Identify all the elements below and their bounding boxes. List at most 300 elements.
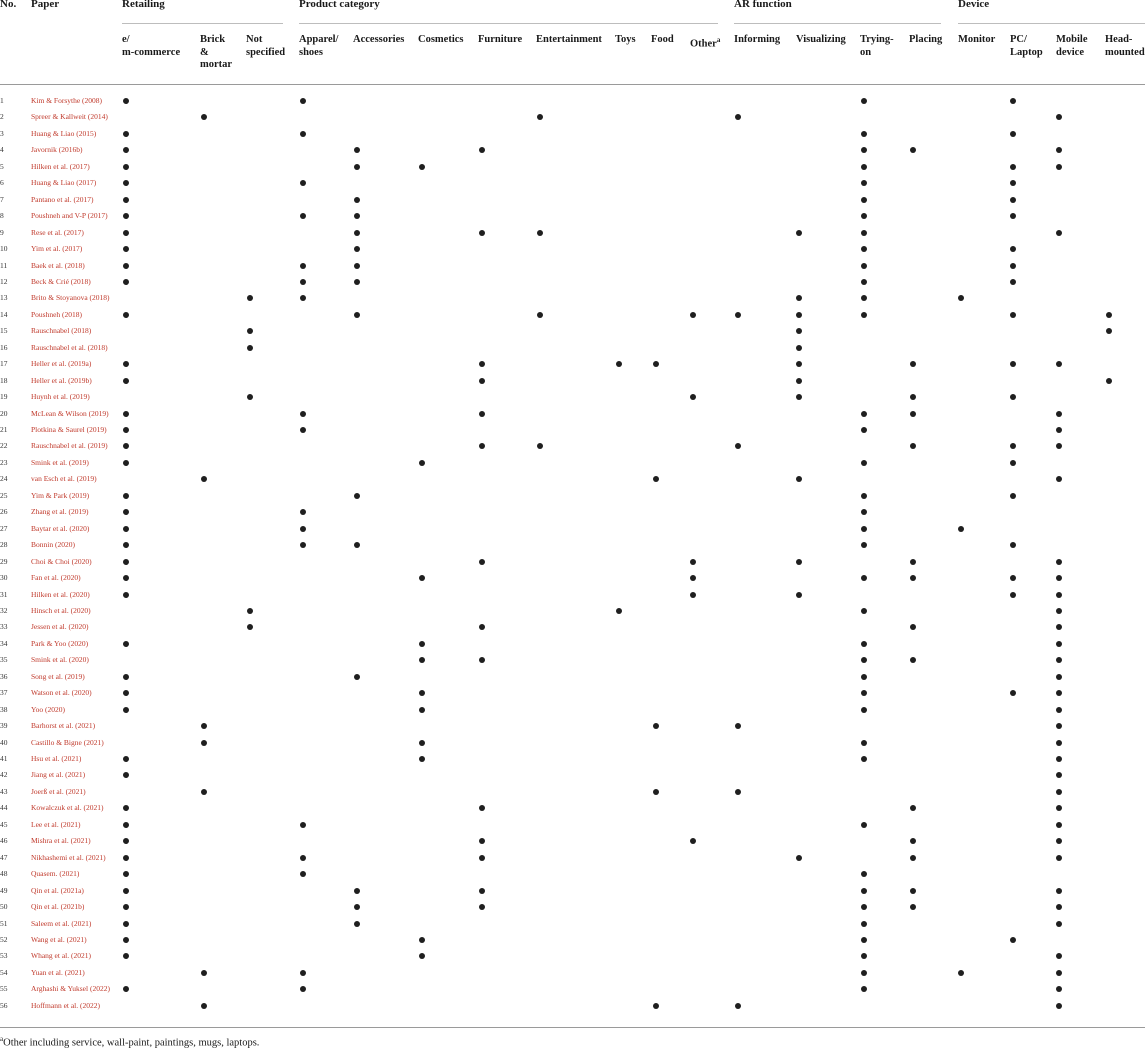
paper-citation-link[interactable]: Choi & Choi (2020) bbox=[31, 556, 92, 566]
bullet-mark-pc-laptop bbox=[1010, 394, 1016, 400]
bullet-mark-e-m-commerce bbox=[123, 805, 129, 811]
bullet-mark-e-m-commerce bbox=[123, 641, 129, 647]
bullet-mark-mobile-device bbox=[1056, 970, 1062, 976]
bullet-mark-trying-on bbox=[861, 674, 867, 680]
row-number: 56 bbox=[0, 1000, 8, 1010]
column-header-line: Toys bbox=[615, 34, 636, 45]
bullet-mark-furniture bbox=[479, 147, 485, 153]
bullet-mark-placing bbox=[910, 559, 916, 565]
row-number: 14 bbox=[0, 309, 8, 319]
bullet-mark-trying-on bbox=[861, 246, 867, 252]
row-number: 38 bbox=[0, 704, 8, 714]
bullet-mark-e-m-commerce bbox=[123, 493, 129, 499]
rule-ar-function bbox=[734, 23, 941, 24]
bullet-mark-accessories bbox=[354, 888, 360, 894]
paper-citation-link[interactable]: Bonnin (2020) bbox=[31, 540, 75, 550]
bullet-mark-trying-on bbox=[861, 904, 867, 910]
bullet-mark-e-m-commerce bbox=[123, 164, 129, 170]
paper-citation-link[interactable]: Nikhashemi et al. (2021) bbox=[31, 852, 106, 862]
row-number: 4 bbox=[0, 145, 4, 155]
bullet-mark-pc-laptop bbox=[1010, 361, 1016, 367]
bullet-mark-mobile-device bbox=[1056, 427, 1062, 433]
bullet-mark-furniture bbox=[479, 838, 485, 844]
paper-citation-link[interactable]: Fan et al. (2020) bbox=[31, 573, 81, 583]
column-header-line bbox=[690, 34, 720, 51]
bullet-mark-food bbox=[653, 723, 659, 729]
bullet-mark-trying-on bbox=[861, 871, 867, 877]
bullet-mark-e-m-commerce bbox=[123, 921, 129, 927]
bullet-mark-trying-on bbox=[861, 131, 867, 137]
bullet-mark-mobile-device bbox=[1056, 230, 1062, 236]
bullet-mark-trying-on bbox=[861, 707, 867, 713]
bullet-mark-e-m-commerce bbox=[123, 559, 129, 565]
bullet-mark-apparel-shoes bbox=[300, 295, 306, 301]
bullet-mark-mobile-device bbox=[1056, 575, 1062, 581]
bullet-mark-e-m-commerce bbox=[123, 460, 129, 466]
paper-citation-link[interactable]: Saleem et al. (2021) bbox=[31, 918, 92, 928]
paper-citation-link[interactable]: Watson et al. (2020) bbox=[31, 688, 92, 698]
bullet-mark-trying-on bbox=[861, 197, 867, 203]
paper-citation-link[interactable]: Yim & Park (2019) bbox=[31, 490, 90, 500]
bullet-mark-brick-and-mortar bbox=[201, 740, 207, 746]
row-number: 7 bbox=[0, 194, 4, 204]
row-number: 21 bbox=[0, 425, 8, 434]
column-header-line: Visualizing bbox=[796, 34, 846, 45]
bullet-mark-e-m-commerce bbox=[123, 147, 129, 153]
bullet-mark-cosmetics bbox=[419, 937, 425, 943]
bullet-mark-mobile-device bbox=[1056, 147, 1062, 153]
bullet-mark-placing bbox=[910, 411, 916, 417]
paper-citation-link[interactable]: Pantano et al. (2017) bbox=[31, 194, 94, 204]
column-header-informing bbox=[734, 34, 780, 47]
bullet-mark-mobile-device bbox=[1056, 559, 1062, 565]
bullet-mark-cosmetics bbox=[419, 756, 425, 762]
bullet-mark-accessories bbox=[354, 213, 360, 219]
bullet-mark-visualizing bbox=[796, 345, 802, 351]
bullet-mark-apparel-shoes bbox=[300, 98, 306, 104]
bullet-mark-pc-laptop bbox=[1010, 493, 1016, 499]
bullet-mark-accessories bbox=[354, 197, 360, 203]
paper-citation-link[interactable]: Poushneh (2018) bbox=[31, 309, 83, 319]
paper-citation-link[interactable]: Plotkina & Saurel (2019) bbox=[31, 425, 107, 434]
bullet-mark-placing bbox=[910, 838, 916, 844]
bullet-mark-cosmetics bbox=[419, 164, 425, 170]
bullet-mark-other bbox=[690, 575, 696, 581]
bullet-mark-apparel-shoes bbox=[300, 427, 306, 433]
row-number: 52 bbox=[0, 934, 8, 944]
paper-citation-link[interactable]: Baek et al. (2018) bbox=[31, 260, 85, 270]
column-header-head-mounted bbox=[1105, 34, 1145, 59]
paper-citation-link[interactable]: van Esch et al. (2019) bbox=[31, 474, 97, 484]
paper-citation-link[interactable]: Brito & Stoyanova (2018) bbox=[31, 293, 110, 303]
bullet-mark-head-mounted bbox=[1106, 328, 1112, 334]
row-number: 20 bbox=[0, 408, 8, 418]
bullet-mark-trying-on bbox=[861, 822, 867, 828]
bullet-mark-furniture bbox=[479, 904, 485, 910]
bullet-mark-head-mounted bbox=[1106, 378, 1112, 384]
bullet-mark-informing bbox=[735, 723, 741, 729]
bullet-mark-visualizing bbox=[796, 378, 802, 384]
bullet-mark-food bbox=[653, 476, 659, 482]
bullet-mark-e-m-commerce bbox=[123, 756, 129, 762]
bullet-mark-trying-on bbox=[861, 493, 867, 499]
paper-citation-link[interactable]: Jessen et al. (2020) bbox=[31, 622, 89, 632]
bullet-mark-e-m-commerce bbox=[123, 888, 129, 894]
bullet-mark-e-m-commerce bbox=[123, 526, 129, 532]
row-number: 25 bbox=[0, 490, 8, 500]
bullet-mark-mobile-device bbox=[1056, 361, 1062, 367]
paper-citation-link[interactable]: Song et al. (2019) bbox=[31, 671, 85, 681]
row-number: 22 bbox=[0, 441, 8, 451]
bullet-mark-mobile-device bbox=[1056, 723, 1062, 729]
row-number: 37 bbox=[0, 688, 8, 698]
column-header-line: on bbox=[860, 46, 872, 58]
bullet-mark-trying-on bbox=[861, 888, 867, 894]
bullet-mark-pc-laptop bbox=[1010, 246, 1016, 252]
bullet-mark-pc-laptop bbox=[1010, 131, 1016, 137]
paper-citation-link[interactable]: Heller et al. (2019a) bbox=[31, 359, 92, 369]
bullet-mark-trying-on bbox=[861, 230, 867, 236]
column-header-line: Mobile bbox=[1056, 34, 1088, 45]
bullet-mark-e-m-commerce bbox=[123, 953, 129, 959]
column-header-line: mortar bbox=[200, 59, 233, 70]
paper-citation-link[interactable]: Arghashi & Yuksel (2022) bbox=[31, 984, 110, 994]
row-number: 34 bbox=[0, 638, 8, 648]
bullet-mark-mobile-device bbox=[1056, 855, 1062, 861]
paper-citation-link[interactable]: Wang et al. (2021) bbox=[31, 934, 87, 944]
bullet-mark-mobile-device bbox=[1056, 592, 1062, 598]
row-number: 49 bbox=[0, 885, 8, 895]
paper-citation-link[interactable]: Javornik (2016b) bbox=[31, 145, 83, 155]
bullet-mark-e-m-commerce bbox=[123, 542, 129, 548]
row-number: 33 bbox=[0, 622, 8, 632]
column-header-line: PC/ bbox=[1010, 34, 1027, 45]
bullet-mark-trying-on bbox=[861, 970, 867, 976]
paper-citation-link[interactable]: Joerß et al. (2021) bbox=[31, 786, 86, 796]
bullet-mark-brick-and-mortar bbox=[201, 114, 207, 120]
bullet-mark-placing bbox=[910, 575, 916, 581]
bullet-mark-cosmetics bbox=[419, 953, 425, 959]
column-header-toys bbox=[615, 34, 636, 47]
bullet-mark-visualizing bbox=[796, 592, 802, 598]
bullet-mark-other bbox=[690, 838, 696, 844]
bullet-mark-apparel-shoes bbox=[300, 213, 306, 219]
bullet-mark-trying-on bbox=[861, 263, 867, 269]
row-number: 36 bbox=[0, 671, 8, 681]
bullet-mark-e-m-commerce bbox=[123, 279, 129, 285]
bullet-mark-brick-and-mortar bbox=[201, 723, 207, 729]
rule-device bbox=[958, 23, 1145, 24]
bullet-mark-mobile-device bbox=[1056, 888, 1062, 894]
bullet-mark-apparel-shoes bbox=[300, 822, 306, 828]
bullet-mark-furniture bbox=[479, 559, 485, 565]
row-number: 46 bbox=[0, 836, 8, 846]
row-number: 31 bbox=[0, 589, 8, 599]
paper-citation-link[interactable]: Quasem. (2021) bbox=[31, 869, 80, 879]
bullet-mark-trying-on bbox=[861, 937, 867, 943]
bullet-mark-pc-laptop bbox=[1010, 279, 1016, 285]
paper-citation-link[interactable]: Rauschnabel et al. (2019) bbox=[31, 441, 108, 451]
column-header-visualizing bbox=[796, 34, 846, 47]
bullet-mark-mobile-device bbox=[1056, 690, 1062, 696]
bullet-mark-apparel-shoes bbox=[300, 131, 306, 137]
bullet-mark-mobile-device bbox=[1056, 164, 1062, 170]
row-number: 39 bbox=[0, 721, 8, 731]
row-number: 27 bbox=[0, 523, 8, 533]
paper-citation-link[interactable]: McLean & Wilson (2019) bbox=[31, 408, 109, 418]
bullet-mark-placing bbox=[910, 394, 916, 400]
column-header-line: Head- bbox=[1105, 34, 1133, 45]
bullet-mark-e-m-commerce bbox=[123, 411, 129, 417]
bullet-mark-accessories bbox=[354, 312, 360, 318]
paper-citation-link[interactable]: Smink et al. (2019) bbox=[31, 457, 89, 467]
group-ar-function: AR function bbox=[734, 0, 792, 10]
row-number: 48 bbox=[0, 869, 8, 879]
bullet-mark-mobile-device bbox=[1056, 904, 1062, 910]
column-header-line: Brick bbox=[200, 34, 226, 45]
footnote bbox=[0, 1035, 259, 1049]
group-retailing: Retailing bbox=[122, 0, 165, 10]
paper-citation-link[interactable]: Lee et al. (2021) bbox=[31, 819, 81, 829]
row-number: 16 bbox=[0, 342, 8, 352]
bullet-mark-pc-laptop bbox=[1010, 98, 1016, 104]
paper-citation-link[interactable]: Hoffmann et al. (2022) bbox=[31, 1000, 101, 1010]
row-number: 24 bbox=[0, 474, 8, 484]
paper-citation-link[interactable]: Yuan et al. (2021) bbox=[31, 967, 85, 977]
bullet-mark-accessories bbox=[354, 147, 360, 153]
bullet-mark-trying-on bbox=[861, 657, 867, 663]
bullet-mark-placing bbox=[910, 805, 916, 811]
bullet-mark-pc-laptop bbox=[1010, 592, 1016, 598]
bullet-mark-head-mounted bbox=[1106, 312, 1112, 318]
bullet-mark-e-m-commerce bbox=[123, 263, 129, 269]
column-header-line: shoes bbox=[299, 46, 323, 58]
column-header-brick-and-mortar bbox=[200, 34, 232, 72]
column-header-line: Furniture bbox=[478, 34, 523, 45]
paper-citation-link[interactable]: Qin et al. (2021b) bbox=[31, 902, 85, 912]
paper-citation-link[interactable]: Castillo & Bigne (2021) bbox=[31, 737, 104, 747]
bullet-mark-trying-on bbox=[861, 509, 867, 515]
row-number: 35 bbox=[0, 655, 8, 665]
column-header-entertainment bbox=[536, 34, 602, 47]
bullet-mark-accessories bbox=[354, 493, 360, 499]
bullet-mark-apparel-shoes bbox=[300, 263, 306, 269]
bullet-mark-monitor bbox=[958, 295, 964, 301]
bullet-mark-trying-on bbox=[861, 641, 867, 647]
bullet-mark-entertainment bbox=[537, 230, 543, 236]
bullet-mark-mobile-device bbox=[1056, 838, 1062, 844]
paper-citation-link[interactable]: Kim & Forsythe (2008) bbox=[31, 96, 103, 105]
bullet-mark-trying-on bbox=[861, 608, 867, 614]
column-header-line: specified bbox=[246, 46, 286, 58]
bullet-mark-pc-laptop bbox=[1010, 542, 1016, 548]
bullet-mark-pc-laptop bbox=[1010, 312, 1016, 318]
bullet-mark-apparel-shoes bbox=[300, 970, 306, 976]
bullet-mark-apparel-shoes bbox=[300, 871, 306, 877]
bullet-mark-cosmetics bbox=[419, 740, 425, 746]
bullet-mark-furniture bbox=[479, 624, 485, 630]
bullet-mark-pc-laptop bbox=[1010, 164, 1016, 170]
footnote-marker: a bbox=[0, 1035, 4, 1043]
bullet-mark-trying-on bbox=[861, 279, 867, 285]
paper-citation-link[interactable]: Rese et al. (2017) bbox=[31, 227, 84, 237]
bullet-mark-pc-laptop bbox=[1010, 443, 1016, 449]
bullet-mark-placing bbox=[910, 624, 916, 630]
bullet-mark-e-m-commerce bbox=[123, 772, 129, 778]
bullet-mark-furniture bbox=[479, 657, 485, 663]
bullet-mark-cosmetics bbox=[419, 657, 425, 663]
paper-citation-link[interactable]: Whang et al. (2021) bbox=[31, 951, 91, 961]
footnote-text: Other including service, wall-paint, paintings, mugs, laptops. bbox=[3, 1037, 260, 1049]
bullet-mark-other bbox=[690, 394, 696, 400]
paper-citation-link[interactable]: Hsu et al. (2021) bbox=[31, 754, 82, 763]
bullet-mark-placing bbox=[910, 855, 916, 861]
bullet-mark-cosmetics bbox=[419, 707, 425, 713]
row-number: 53 bbox=[0, 951, 8, 961]
row-number: 15 bbox=[0, 326, 8, 336]
row-number: 10 bbox=[0, 244, 8, 254]
bullet-mark-trying-on bbox=[861, 411, 867, 417]
row-number: 19 bbox=[0, 392, 8, 402]
header-paper: Paper bbox=[31, 0, 60, 10]
row-number: 50 bbox=[0, 902, 8, 912]
bullet-mark-placing bbox=[910, 443, 916, 449]
bullet-mark-accessories bbox=[354, 542, 360, 548]
bullet-mark-furniture bbox=[479, 805, 485, 811]
bullet-mark-trying-on bbox=[861, 312, 867, 318]
bullet-mark-toys bbox=[616, 361, 622, 367]
paper-citation-link[interactable]: Huang & Liao (2017) bbox=[31, 178, 97, 188]
paper-citation-link[interactable]: Mishra et al. (2021) bbox=[31, 836, 91, 846]
bullet-mark-brick-and-mortar bbox=[201, 789, 207, 795]
bullet-mark-pc-laptop bbox=[1010, 690, 1016, 696]
paper-citation-link[interactable]: Heller et al. (2019b) bbox=[31, 375, 92, 385]
row-number: 28 bbox=[0, 540, 8, 550]
paper-citation-link[interactable]: Zhang et al. (2019) bbox=[31, 507, 89, 517]
row-number: 54 bbox=[0, 967, 8, 977]
bullet-mark-placing bbox=[910, 147, 916, 153]
bullet-mark-trying-on bbox=[861, 921, 867, 927]
bullet-mark-mobile-device bbox=[1056, 921, 1062, 927]
row-number: 23 bbox=[0, 457, 8, 467]
bullet-mark-toys bbox=[616, 608, 622, 614]
bullet-mark-placing bbox=[910, 657, 916, 663]
bullet-mark-trying-on bbox=[861, 756, 867, 762]
paper-citation-link[interactable]: Park & Yoo (2020) bbox=[31, 638, 89, 648]
bullet-mark-e-m-commerce bbox=[123, 575, 129, 581]
bullet-mark-furniture bbox=[479, 443, 485, 449]
bullet-mark-not-specified bbox=[247, 345, 253, 351]
rule-retailing bbox=[122, 23, 283, 24]
column-header-apparel-shoes bbox=[299, 34, 338, 59]
column-header-line: Cosmetics bbox=[418, 34, 464, 45]
paper-citation-link[interactable]: Smink et al. (2020) bbox=[31, 655, 89, 665]
bullet-mark-food bbox=[653, 789, 659, 795]
bullet-mark-mobile-device bbox=[1056, 822, 1062, 828]
bullet-mark-monitor bbox=[958, 526, 964, 532]
bullet-mark-apparel-shoes bbox=[300, 986, 306, 992]
bullet-mark-accessories bbox=[354, 674, 360, 680]
bullet-mark-visualizing bbox=[796, 230, 802, 236]
column-header-line: Food bbox=[651, 34, 674, 45]
bullet-mark-trying-on bbox=[861, 427, 867, 433]
bullet-mark-entertainment bbox=[537, 114, 543, 120]
bullet-mark-informing bbox=[735, 789, 741, 795]
paper-citation-link[interactable]: Rauschnabel et al. (2018) bbox=[31, 342, 108, 352]
bullet-mark-brick-and-mortar bbox=[201, 476, 207, 482]
paper-citation-link[interactable]: Baytar et al. (2020) bbox=[31, 523, 90, 533]
row-number: 2 bbox=[0, 112, 4, 122]
paper-citation-link[interactable]: Yoo (2020) bbox=[31, 704, 66, 714]
bullet-mark-e-m-commerce bbox=[123, 312, 129, 318]
bullet-mark-furniture bbox=[479, 411, 485, 417]
column-header-line: e/ bbox=[122, 34, 130, 45]
bullet-mark-food bbox=[653, 1003, 659, 1009]
bullet-mark-visualizing bbox=[796, 328, 802, 334]
bullet-mark-trying-on bbox=[861, 575, 867, 581]
group-product-category: Product category bbox=[299, 0, 380, 10]
bullet-mark-visualizing bbox=[796, 361, 802, 367]
paper-citation-link[interactable]: Jiang et al. (2021) bbox=[31, 770, 86, 780]
paper-citation-link[interactable]: Poushneh and V-P (2017) bbox=[31, 211, 108, 221]
bullet-mark-apparel-shoes bbox=[300, 526, 306, 532]
paper-citation-link[interactable]: Rauschnabel (2018) bbox=[31, 326, 92, 336]
bullet-mark-pc-laptop bbox=[1010, 575, 1016, 581]
bullet-mark-furniture bbox=[479, 888, 485, 894]
paper-citation-link[interactable]: Spreer & Kallweit (2014) bbox=[31, 112, 108, 122]
bullet-mark-not-specified bbox=[247, 394, 253, 400]
bullet-mark-e-m-commerce bbox=[123, 509, 129, 515]
column-header-line: & bbox=[200, 46, 209, 58]
paper-citation-link[interactable]: Hilken et al. (2020) bbox=[31, 589, 90, 599]
bullet-mark-mobile-device bbox=[1056, 953, 1062, 959]
paper-citation-link[interactable]: Beck & Crié (2018) bbox=[31, 276, 91, 286]
bullet-mark-other bbox=[690, 312, 696, 318]
bullet-mark-e-m-commerce bbox=[123, 443, 129, 449]
paper-citation-link[interactable]: Barhorst et al. (2021) bbox=[31, 721, 96, 731]
paper-citation-link[interactable]: Huang & Liao (2015) bbox=[31, 128, 97, 138]
bullet-mark-informing bbox=[735, 1003, 741, 1009]
bullet-mark-not-specified bbox=[247, 328, 253, 334]
paper-citation-link[interactable]: Hilken et al. (2017) bbox=[31, 161, 90, 171]
row-number: 45 bbox=[0, 819, 8, 829]
column-header-mobile-device bbox=[1056, 34, 1088, 59]
row-number: 55 bbox=[0, 984, 8, 994]
bullet-mark-e-m-commerce bbox=[123, 180, 129, 186]
bullet-mark-pc-laptop bbox=[1010, 197, 1016, 203]
bullet-mark-e-m-commerce bbox=[123, 855, 129, 861]
paper-citation-link[interactable]: Yim et al. (2017) bbox=[31, 244, 83, 254]
bullet-mark-entertainment bbox=[537, 312, 543, 318]
bullet-mark-placing bbox=[910, 361, 916, 367]
bullet-mark-trying-on bbox=[861, 460, 867, 466]
rule-header-bottom bbox=[0, 84, 1145, 85]
bullet-mark-mobile-device bbox=[1056, 740, 1062, 746]
bullet-mark-e-m-commerce bbox=[123, 690, 129, 696]
paper-citation-link[interactable]: Huynh et al. (2019) bbox=[31, 392, 90, 402]
rule-product-category bbox=[299, 23, 718, 24]
row-number: 30 bbox=[0, 573, 8, 583]
rule-table-bottom bbox=[0, 1027, 1145, 1028]
paper-citation-link[interactable]: Kowalczuk et al. (2021) bbox=[31, 803, 104, 813]
bullet-mark-apparel-shoes bbox=[300, 509, 306, 515]
bullet-mark-e-m-commerce bbox=[123, 937, 129, 943]
bullet-mark-mobile-device bbox=[1056, 986, 1062, 992]
bullet-mark-accessories bbox=[354, 904, 360, 910]
bullet-mark-mobile-device bbox=[1056, 805, 1062, 811]
paper-citation-link[interactable]: Qin et al. (2021a) bbox=[31, 885, 84, 895]
paper-citation-link[interactable]: Hinsch et al. (2020) bbox=[31, 605, 91, 615]
